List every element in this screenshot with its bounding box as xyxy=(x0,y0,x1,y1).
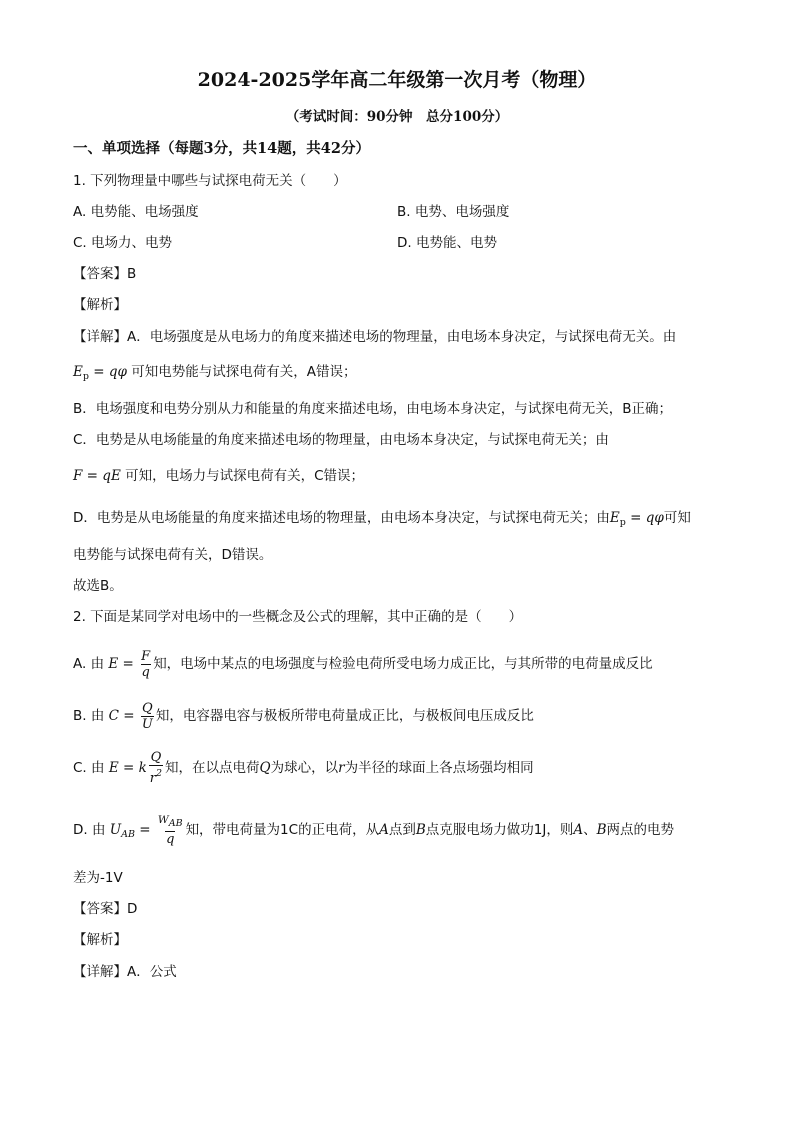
q1-detail-6-line xyxy=(73,508,691,533)
q1-detail-4: C．电势是从电场能量的角度来描述电场的物理量，由电场本身决定，与试探电荷无关；由 xyxy=(73,432,609,448)
q1-detail-3: B．电场强度和电势分别从力和能量的角度来描述电场，由电场本身决定，与试探电荷无关，B正确； xyxy=(73,401,673,417)
q1-option-c: C. 电场力、电势 xyxy=(73,235,173,251)
q2-option-b: B. 由 C = $\frac{Q}{U}$ 知，电容器电容与极板所带电荷量成正比，与极板间电压成反比 xyxy=(73,700,534,732)
q1-conclusion: 故选B。 xyxy=(73,578,123,594)
q1-analysis-label: 【解析】 xyxy=(73,297,127,313)
q2-analysis-label: 【解析】 xyxy=(73,932,127,948)
q1-stem: 1. 下列物理量中哪些与试探电荷无关（ ） xyxy=(73,173,347,189)
q1-option-b: B. 电势、电场强度 xyxy=(397,204,510,220)
q2-answer: 【答案】D xyxy=(73,901,138,917)
q1-detail-2-line xyxy=(73,362,357,387)
q1-option-a: A. 电势能、电场强度 xyxy=(73,204,199,220)
q2-option-a: A. 由 E = $\frac{F}{q}$ 知，电场中某点的电场强度与检验电荷所受电场力成正比，与其所带的电荷量成反比 xyxy=(73,648,653,680)
formula-ep-q-phi-2: $E_p = q\varphi$ xyxy=(609,510,664,528)
q1-detail-1: 【详解】A．电场强度是从电场力的角度来描述电场的物理量，由电场本身决定，与试探电荷无关。由 xyxy=(73,329,677,345)
q1-option-d: D. 电势能、电势 xyxy=(397,235,497,251)
q2-detail-1: 【详解】A．公式 xyxy=(73,964,177,980)
formula-e-kq-over-r2: E = k $\frac{Q}{r^2}$ xyxy=(108,750,163,786)
exam-info: （考试时间：90分钟 总分100分） xyxy=(285,109,509,125)
formula-ep-q-phi: $E_p = q\varphi$ xyxy=(73,364,127,382)
q1-detail-5-line xyxy=(73,466,364,486)
formula-e-f-over-q: E = $\frac{F}{q}$ xyxy=(108,648,151,680)
q1-detail-2: 可知电势能与试探电荷有关，A错误； xyxy=(131,364,357,380)
q2-option-d-cont: 差为-1V xyxy=(73,870,123,886)
formula-f-qe: F = qE xyxy=(73,468,121,484)
formula-uab-wab-over-q: $U_{AB}$ = $\frac{W_{AB}}{q}$ xyxy=(109,814,183,847)
page-title: 2024-2025学年高二年级第一次月考（物理） xyxy=(197,69,597,91)
q1-detail-6a: D．电势是从电场能量的角度来描述电场的物理量，由电场本身决定，与试探电荷无关；由 xyxy=(73,510,610,526)
q1-detail-5: 可知，电场力与试探电荷有关，C错误； xyxy=(125,468,365,484)
q2-option-c: C. 由 E = k $\frac{Q}{r^2}$ 知，在以点电荷Q为球心，以r为半径的球面上各点场强均相同 xyxy=(73,750,534,786)
section-title: 一、单项选择（每题3分，共14题，共42分） xyxy=(73,140,370,157)
q1-detail-7: 电势能与试探电荷有关，D错误。 xyxy=(73,547,273,563)
q2-option-d: D. 由 $U_{AB}$ = $\frac{W_{AB}}{q}$ 知，带电荷量为1C的正电荷，从A点到B点克服电场力做功1J，则A、B两点的电势 xyxy=(73,814,674,847)
q1-answer: 【答案】B xyxy=(73,266,137,282)
q1-detail-6b: 可知 xyxy=(663,510,691,526)
q2-stem: 2. 下面是某同学对电场中的一些概念及公式的理解，其中正确的是（ ） xyxy=(73,609,523,625)
formula-c-q-over-u: C = $\frac{Q}{U}$ xyxy=(108,700,153,732)
